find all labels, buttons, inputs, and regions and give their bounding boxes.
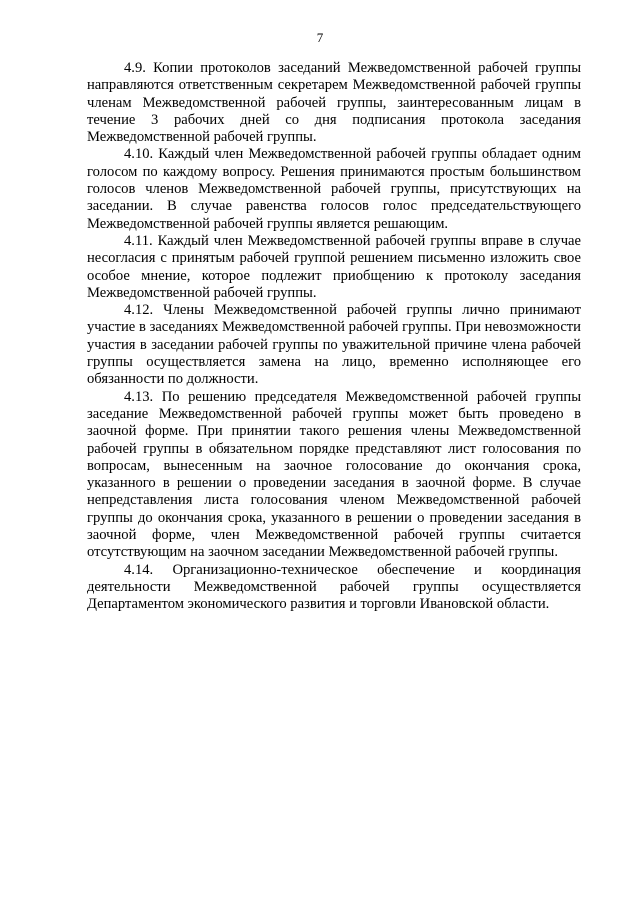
paragraph-4-11: 4.11. Каждый член Межведомственной рабочей группы вправе в случае несогласия с принятым рабочей группой решением письменно изложить свое особое мнение, которое подлежит приобщению к протоколу заседания Межведомственной рабочей группы.: [87, 232, 581, 301]
document-body: [87, 60, 581, 614]
paragraph-4-12: 4.12. Члены Межведомственной рабочей группы лично принимают участие в заседаниях Межведомственной рабочей группы. При невозможности участия в заседании рабочей группы по уважительной причине члена рабочей группы осуществляется замена на лицо, временно исполняющее его обязанности по должности.: [87, 302, 581, 388]
paragraph-4-10: 4.10. Каждый член Межведомственной рабочей группы обладает одним голосом по каждому вопросу. Решения принимаются простым большинством голосов членов Межведомственной рабочей группы, присутствующих на заседании. В случае равенства голосов голос председательствующего Межведомственной рабочей группы является решающим.: [87, 146, 581, 232]
page-number: 7: [316, 30, 324, 45]
paragraph-4-9: 4.9. Копии протоколов заседаний Межведомственной рабочей группы направляются ответственным секретарем Межведомственной рабочей группы членам Межведомственной рабочей группы, заинтересованным лицам в течение 3 рабочих дней со дня подписания протокола заседания Межведомственной рабочей группы.: [87, 60, 581, 146]
paragraph-4-14: 4.14. Организационно-техническое обеспечение и координация деятельности Межведомственной рабочей группы осуществляется Департаментом экономического развития и торговли Ивановской области.: [87, 561, 581, 613]
paragraph-4-13: 4.13. По решению председателя Межведомственной рабочей группы заседание Межведомственной рабочей группы может быть проведено в заочной форме. При принятии такого решения члены Межведомственной рабочей группы в обязательном порядке представляют лист голосования по вопросам, вынесенным на заочное голосование до окончания срока, указанного в решении о проведении заседания в заочной форме. В случае непредставления листа голосования членом Межведомственной рабочей группы до окончания срока, указанного в решении о проведении заседания в заочной форме, член Межведомственной рабочей группы считается отсутствующим на заочном заседании Межведомственной рабочей группы.: [87, 388, 581, 561]
